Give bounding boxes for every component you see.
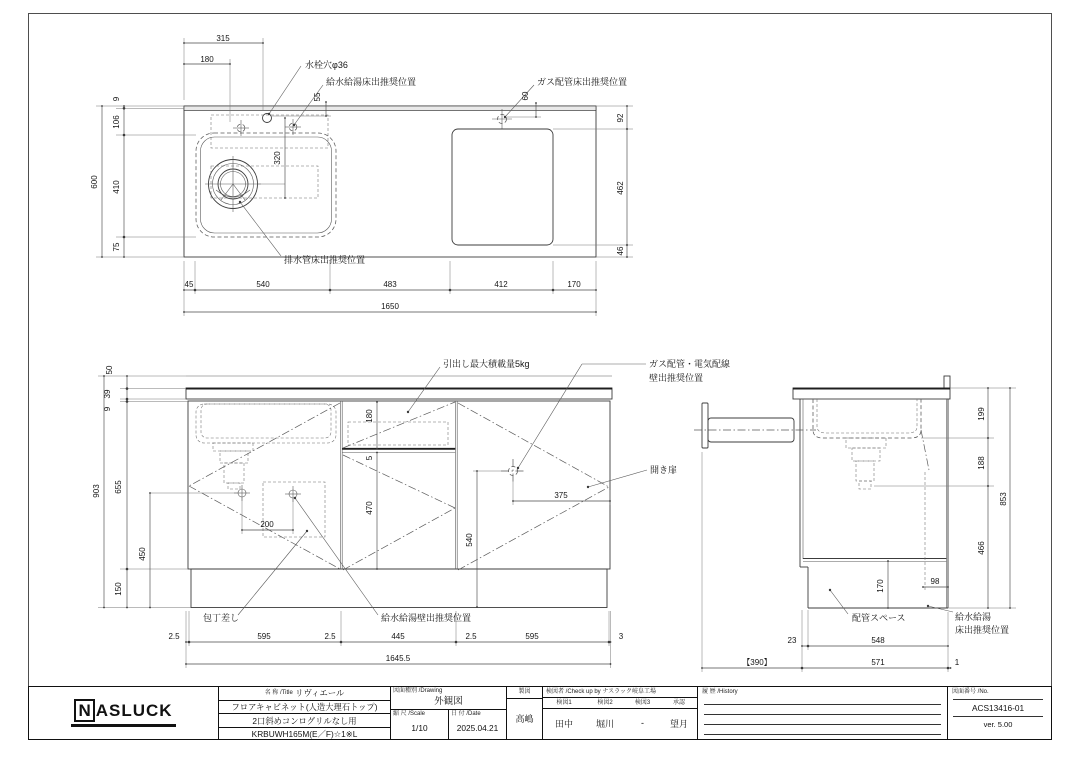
- check3-label: 検図3: [634, 699, 651, 706]
- date-cell: [448, 710, 506, 739]
- dim-60: 60: [521, 91, 530, 101]
- dim-75: 75: [112, 242, 121, 252]
- dim-595-a: 595: [257, 632, 271, 641]
- dim-450: 450: [138, 547, 147, 561]
- dim-412: 412: [494, 280, 508, 289]
- dim-39: 39: [103, 389, 112, 399]
- title-block: [28, 686, 1052, 740]
- check3-name: -: [641, 718, 644, 728]
- dim-45: 45: [184, 280, 194, 289]
- check-cell: [542, 687, 697, 739]
- dim-462: 462: [616, 181, 625, 195]
- label-water-supply-floor: 給水給湯床出推奨位置: [326, 77, 417, 87]
- label-gas-electric-1: ガス配管・電気配線: [649, 359, 731, 369]
- dim-23: 23: [787, 636, 797, 645]
- title-row-2: フロアキャビネット(人造大理石トップ): [219, 700, 390, 714]
- label-gas-pipe-floor: ガス配管床出推奨位置: [537, 77, 628, 87]
- dim-595-b: 595: [525, 632, 539, 641]
- history-rule: [704, 714, 941, 715]
- approver-name: 望月: [669, 718, 688, 729]
- dim-320: 320: [273, 151, 282, 165]
- dim-98: 98: [930, 577, 940, 586]
- dim-170-top: 170: [567, 280, 581, 289]
- dim-46: 46: [616, 246, 625, 256]
- dim-9-front: 9: [103, 406, 112, 412]
- dim-180-top: 180: [200, 55, 214, 64]
- dim-170-side: 170: [876, 579, 885, 593]
- dim-3: 3: [618, 632, 624, 641]
- side-view: [694, 376, 1016, 672]
- dim-150: 150: [114, 582, 123, 596]
- check1-label: 検図1: [556, 699, 572, 706]
- logo-n-mark: N: [74, 699, 94, 722]
- dim-200: 200: [260, 520, 274, 529]
- name-label: 名 称 /Title: [264, 690, 293, 697]
- dim-470: 470: [365, 501, 374, 515]
- dim-315: 315: [216, 34, 230, 43]
- drafter-label: 製図: [518, 689, 531, 696]
- label-drain-pipe: 排水管床出推奨位置: [284, 255, 366, 265]
- label-pipe-space: 配管スペース: [852, 613, 906, 623]
- label-gas-electric-2: 壁出推奨位置: [649, 373, 704, 383]
- dim-571: 571: [871, 658, 885, 667]
- dim-903: 903: [92, 484, 101, 498]
- dim-540-top: 540: [256, 280, 270, 289]
- check2-label: 検図2: [597, 699, 613, 706]
- front-view: [92, 358, 730, 668]
- dim-375: 375: [554, 491, 568, 500]
- dim-483: 483: [383, 280, 397, 289]
- label-water-supply-wall: 給水給湯壁出推奨位置: [381, 613, 472, 623]
- scale-cell: [391, 710, 448, 739]
- history-rule: [704, 724, 941, 725]
- dim-55: 55: [313, 92, 322, 102]
- dim-2-5-b: 2.5: [324, 632, 336, 641]
- dim-1645-5: 1645.5: [385, 654, 411, 663]
- history-rule: [704, 734, 941, 735]
- check1-name: 田中: [554, 718, 573, 729]
- dim-540-front: 540: [465, 533, 474, 547]
- check2-name: 堀川: [595, 718, 614, 729]
- label-drawer-load: 引出し最大積載量5kg: [443, 359, 530, 369]
- dim-390: 【390】: [742, 658, 772, 667]
- drawing-type-cell: [390, 687, 506, 739]
- label-hinged-door: 開き扉: [650, 465, 678, 475]
- dim-199: 199: [977, 407, 986, 421]
- label-supply-floor-1: 給水給湯: [955, 612, 992, 622]
- dim-655: 655: [114, 480, 123, 494]
- dim-180-front: 180: [365, 409, 374, 423]
- dim-466: 466: [977, 541, 986, 555]
- dim-1: 1: [954, 658, 960, 667]
- dim-50: 50: [105, 365, 114, 375]
- title-row-1: [219, 687, 390, 700]
- label-knife-slot: 包丁差し: [203, 613, 240, 623]
- drafter-name: 高嶋: [515, 714, 534, 724]
- label-faucet-hole: 水栓穴φ36: [305, 60, 348, 70]
- drawing-number-cell: [947, 687, 1048, 739]
- drawing-version: ver. 5.00: [983, 719, 1013, 729]
- product-title-cell: [218, 687, 390, 739]
- label-supply-floor-2: 床出推奨位置: [955, 625, 1010, 635]
- title-row-3: 2口斜めコンログリルなし用: [219, 713, 390, 727]
- logo-cell: [29, 687, 218, 739]
- date-label: 日 付 /Date: [451, 711, 481, 717]
- logo-text: ASLUCK: [95, 700, 173, 720]
- scale-value: 1/10: [411, 723, 428, 733]
- faucet-side: [702, 403, 708, 448]
- scale-label: 縮 尺 /Scale: [393, 711, 426, 717]
- top-view: [90, 34, 633, 316]
- history-rule: [704, 704, 941, 705]
- dim-106: 106: [112, 115, 121, 129]
- product-series-name: リヴィエール: [295, 688, 345, 699]
- date-value: 2025.04.21: [456, 723, 499, 733]
- dim-410: 410: [112, 180, 121, 194]
- dim-188: 188: [977, 456, 986, 470]
- dim-853: 853: [999, 492, 1008, 506]
- drawing-type-value: 外観図: [434, 696, 463, 707]
- dim-445: 445: [391, 632, 405, 641]
- history-cell: [697, 687, 947, 739]
- cooktop-outline: [452, 129, 553, 245]
- nasluck-logo: [71, 699, 175, 727]
- drawing-number-value: ACS13416-01: [971, 702, 1025, 713]
- sheet-border: [29, 14, 1052, 740]
- drawing-label: 図面種別 /Drawing: [393, 688, 443, 694]
- dim-9-top: 9: [112, 96, 121, 102]
- dim-2-5-c: 2.5: [465, 632, 477, 641]
- dim-2-5-a: 2.5: [168, 632, 180, 641]
- title-row-4: KRBUWH165M(E／F)☆1※L: [219, 727, 390, 741]
- drafter-cell: [506, 687, 542, 739]
- history-label: 履 歴 /History: [702, 689, 738, 695]
- dim-600: 600: [90, 175, 99, 189]
- check-label: 検図者 /Check up by ナスラック岐阜工場: [546, 688, 656, 695]
- dim-548: 548: [871, 636, 885, 645]
- drawing-number-label: 図面番号 /No.: [952, 689, 989, 695]
- approve-label: 承認: [672, 699, 685, 706]
- dim-5: 5: [365, 455, 374, 461]
- dim-92: 92: [616, 113, 625, 123]
- dim-1650: 1650: [381, 302, 399, 311]
